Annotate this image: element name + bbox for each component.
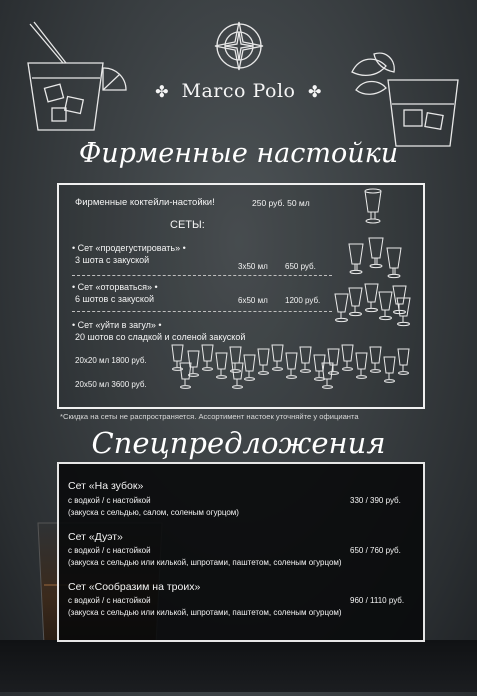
set-2-volume: 6х50 мл xyxy=(238,296,268,305)
special-3-line1: с водкой / с настойкой xyxy=(68,596,151,605)
set-3-name: • Сет «уйти в загул» • xyxy=(72,320,162,330)
set-2-price: 1200 руб. xyxy=(285,296,321,305)
special-2-line1: с водкой / с настойкой xyxy=(68,546,151,555)
special-2-price: 650 / 760 руб. xyxy=(350,546,401,555)
special-1-price: 330 / 390 руб. xyxy=(350,496,401,505)
intro-label: Фирменные коктейли-настойки! xyxy=(75,197,215,208)
special-2-name: Сет «Дуэт» xyxy=(68,531,123,543)
shot-glasses-set-2 xyxy=(333,282,411,328)
ornament-right-icon: ✤ xyxy=(308,82,322,101)
shot-glasses-set-3 xyxy=(170,343,410,391)
special-2-line2: (закуска с сельдью или килькой, шпротами, паштетом, соленым огурцом) xyxy=(68,558,342,567)
set-3-option-1: 20х20 мл 1800 руб. xyxy=(75,356,147,365)
sets-heading: СЕТЫ: xyxy=(170,219,205,231)
special-1-line2: (закуска с сельдью, салом, соленым огурцом) xyxy=(68,508,239,517)
divider xyxy=(72,311,332,312)
special-1-name: Сет «На зубок» xyxy=(68,480,144,492)
set-1-price: 650 руб. xyxy=(285,262,316,271)
brand-name: Marco Polo xyxy=(181,80,296,102)
set-1-volume: 3х50 мл xyxy=(238,262,268,271)
set-3-desc: 20 шотов со сладкой и соленой закуской xyxy=(75,332,246,342)
shot-glass-icon xyxy=(362,188,384,226)
ornament-left-icon: ✤ xyxy=(155,82,169,101)
shot-glasses-set-1 xyxy=(347,236,407,282)
set-2-desc: 6 шотов с закуской xyxy=(75,294,154,304)
set-1-desc: 3 шота с закуской xyxy=(75,255,150,265)
footnote: *Скидка на сеты не распространяется. Ассортимент настоек уточняйте у официанта xyxy=(60,412,359,421)
compass-rose-icon xyxy=(213,20,265,72)
set-3-option-2: 20х50 мл 3600 руб. xyxy=(75,380,147,389)
set-1-name: • Сет «продегустировать» • xyxy=(72,243,186,253)
special-1-line1: с водкой / с настойкой xyxy=(68,496,151,505)
table-surface xyxy=(0,640,477,692)
brand xyxy=(0,80,477,102)
special-3-price: 960 / 1110 руб. xyxy=(350,596,405,605)
special-3-line2: (закуска с сельдью или килькой, шпротами, паштетом, соленым огурцом) xyxy=(68,608,342,617)
tinctures-title: Фирменные настойки xyxy=(78,138,399,169)
specials-title: Спецпредложения xyxy=(91,426,386,460)
divider xyxy=(72,275,332,276)
set-2-name: • Сет «оторваться» • xyxy=(72,282,158,292)
special-3-name: Сет «Сообразим на троих» xyxy=(68,581,201,593)
cocktail-glass-icon xyxy=(8,18,133,138)
intro-price: 250 руб. 50 мл xyxy=(252,198,310,208)
